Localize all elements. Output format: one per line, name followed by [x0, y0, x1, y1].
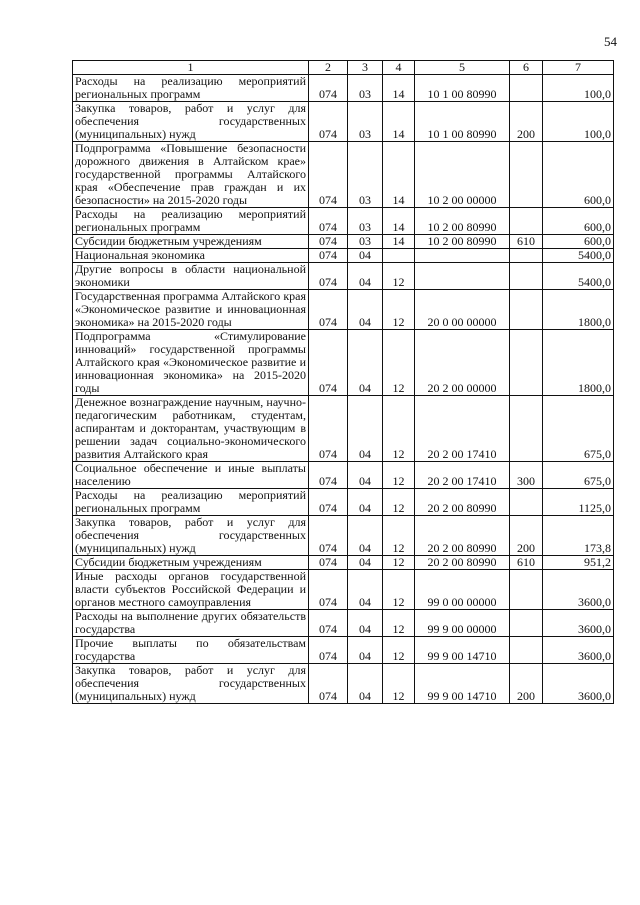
row-description: Расходы на выполнение других обязательств государства — [73, 610, 309, 637]
row-section-code: 04 — [348, 664, 383, 704]
row-amount: 600,0 — [543, 142, 614, 208]
row-subsection-code — [383, 249, 415, 263]
row-subsection-code: 12 — [383, 556, 415, 570]
row-description: Прочие выплаты по обязательствам государства — [73, 637, 309, 664]
row-subsection-code: 12 — [383, 396, 415, 462]
row-expense-type — [510, 263, 543, 290]
row-section-code: 04 — [348, 330, 383, 396]
row-amount: 675,0 — [543, 462, 614, 489]
row-amount: 3600,0 — [543, 570, 614, 610]
row-amount: 173,8 — [543, 516, 614, 556]
row-target-article: 20 2 00 80990 — [415, 516, 510, 556]
row-subsection-code: 14 — [383, 75, 415, 102]
row-section-code: 04 — [348, 462, 383, 489]
row-section-code: 03 — [348, 208, 383, 235]
row-description: Расходы на реализацию мероприятий региональных программ — [73, 208, 309, 235]
row-target-article: 99 0 00 00000 — [415, 570, 510, 610]
table-row — [73, 102, 614, 142]
row-subsection-code: 12 — [383, 290, 415, 330]
row-expense-type — [510, 610, 543, 637]
table-row — [73, 249, 614, 263]
row-subsection-code: 12 — [383, 664, 415, 704]
row-section-code: 03 — [348, 235, 383, 249]
row-ministry-code: 074 — [309, 516, 348, 556]
row-expense-type — [510, 489, 543, 516]
column-header: 6 — [510, 61, 543, 75]
row-ministry-code: 074 — [309, 142, 348, 208]
row-expense-type — [510, 75, 543, 102]
row-target-article: 20 2 00 00000 — [415, 330, 510, 396]
row-target-article: 10 2 00 80990 — [415, 208, 510, 235]
row-section-code: 04 — [348, 263, 383, 290]
row-description: Расходы на реализацию мероприятий региональных программ — [73, 75, 309, 102]
row-description: Денежное вознаграждение научным, научно-педагогическим работникам, студентам, аспирантам и докторантам, участвующим в решении задач социально-экономического развития Алтайского края — [73, 396, 309, 462]
row-subsection-code: 12 — [383, 462, 415, 489]
row-target-article: 99 9 00 14710 — [415, 664, 510, 704]
row-expense-type: 610 — [510, 556, 543, 570]
table-row — [73, 75, 614, 102]
row-amount: 5400,0 — [543, 249, 614, 263]
column-header: 5 — [415, 61, 510, 75]
row-expense-type — [510, 570, 543, 610]
row-section-code: 03 — [348, 142, 383, 208]
row-description: Подпрограмма «Повышение безопасности дорожного движения в Алтайском крае» государственной программы Алтайского края «Обеспечение прав граждан и их безопасности» на 2015-2020 годы — [73, 142, 309, 208]
row-target-article: 10 2 00 00000 — [415, 142, 510, 208]
row-description: Национальная экономика — [73, 249, 309, 263]
row-expense-type — [510, 637, 543, 664]
table-row — [73, 142, 614, 208]
row-section-code: 04 — [348, 396, 383, 462]
table-row — [73, 290, 614, 330]
row-description: Закупка товаров, работ и услуг для обеспечения государственных (муниципальных) нужд — [73, 664, 309, 704]
row-amount: 675,0 — [543, 396, 614, 462]
row-expense-type: 200 — [510, 664, 543, 704]
row-description: Закупка товаров, работ и услуг для обеспечения государственных (муниципальных) нужд — [73, 516, 309, 556]
row-amount: 100,0 — [543, 75, 614, 102]
row-amount: 951,2 — [543, 556, 614, 570]
page-number: 54 — [604, 34, 617, 49]
column-header: 4 — [383, 61, 415, 75]
row-expense-type: 300 — [510, 462, 543, 489]
row-amount: 1800,0 — [543, 290, 614, 330]
row-expense-type — [510, 142, 543, 208]
table-row — [73, 263, 614, 290]
row-description: Закупка товаров, работ и услуг для обеспечения государственных (муниципальных) нужд — [73, 102, 309, 142]
table-row — [73, 235, 614, 249]
table-header-row — [73, 61, 614, 75]
row-description: Государственная программа Алтайского края «Экономическое развитие и инновационная экономика» на 2015-2020 годы — [73, 290, 309, 330]
row-ministry-code: 074 — [309, 556, 348, 570]
table-row — [73, 664, 614, 704]
row-subsection-code: 12 — [383, 516, 415, 556]
row-expense-type — [510, 208, 543, 235]
row-target-article: 10 1 00 80990 — [415, 102, 510, 142]
row-amount: 600,0 — [543, 208, 614, 235]
row-subsection-code: 12 — [383, 610, 415, 637]
row-ministry-code: 074 — [309, 489, 348, 516]
row-ministry-code: 074 — [309, 75, 348, 102]
row-subsection-code: 12 — [383, 330, 415, 396]
table-row — [73, 570, 614, 610]
row-section-code: 04 — [348, 290, 383, 330]
row-amount: 3600,0 — [543, 637, 614, 664]
table-row — [73, 489, 614, 516]
row-subsection-code: 14 — [383, 208, 415, 235]
table-row — [73, 396, 614, 462]
row-amount: 3600,0 — [543, 664, 614, 704]
row-subsection-code: 14 — [383, 142, 415, 208]
column-header: 7 — [543, 61, 614, 75]
row-target-article: 99 9 00 14710 — [415, 637, 510, 664]
row-section-code: 03 — [348, 102, 383, 142]
row-section-code: 04 — [348, 637, 383, 664]
row-subsection-code: 12 — [383, 570, 415, 610]
row-target-article — [415, 249, 510, 263]
row-description: Социальное обеспечение и иные выплаты населению — [73, 462, 309, 489]
row-ministry-code: 074 — [309, 330, 348, 396]
row-expense-type: 200 — [510, 516, 543, 556]
row-description: Другие вопросы в области национальной экономики — [73, 263, 309, 290]
row-description: Субсидии бюджетным учреждениям — [73, 556, 309, 570]
row-expense-type — [510, 330, 543, 396]
row-expense-type: 200 — [510, 102, 543, 142]
row-expense-type — [510, 396, 543, 462]
column-header: 2 — [309, 61, 348, 75]
row-ministry-code: 074 — [309, 208, 348, 235]
row-ministry-code: 074 — [309, 610, 348, 637]
row-ministry-code: 074 — [309, 290, 348, 330]
row-expense-type: 610 — [510, 235, 543, 249]
row-subsection-code: 14 — [383, 235, 415, 249]
row-section-code: 04 — [348, 570, 383, 610]
row-section-code: 04 — [348, 516, 383, 556]
row-description: Субсидии бюджетным учреждениям — [73, 235, 309, 249]
row-target-article: 20 2 00 17410 — [415, 462, 510, 489]
row-target-article: 20 0 00 00000 — [415, 290, 510, 330]
row-amount: 1800,0 — [543, 330, 614, 396]
row-ministry-code: 074 — [309, 462, 348, 489]
table-row — [73, 637, 614, 664]
row-description: Расходы на реализацию мероприятий региональных программ — [73, 489, 309, 516]
row-amount: 5400,0 — [543, 263, 614, 290]
row-expense-type — [510, 249, 543, 263]
row-target-article: 10 2 00 80990 — [415, 235, 510, 249]
column-header: 3 — [348, 61, 383, 75]
row-section-code: 04 — [348, 610, 383, 637]
row-target-article: 20 2 00 80990 — [415, 489, 510, 516]
table-row — [73, 556, 614, 570]
row-description: Подпрограмма «Стимулирование инноваций» государственной программы Алтайского края «Экономическое развитие и инновационная экономика» на 2015-2020 годы — [73, 330, 309, 396]
row-target-article: 20 2 00 17410 — [415, 396, 510, 462]
row-subsection-code: 12 — [383, 489, 415, 516]
table-row — [73, 208, 614, 235]
table-row — [73, 330, 614, 396]
row-target-article — [415, 263, 510, 290]
table-row — [73, 516, 614, 556]
row-amount: 3600,0 — [543, 610, 614, 637]
row-ministry-code: 074 — [309, 235, 348, 249]
row-section-code: 04 — [348, 249, 383, 263]
row-expense-type — [510, 290, 543, 330]
row-amount: 600,0 — [543, 235, 614, 249]
row-ministry-code: 074 — [309, 396, 348, 462]
row-subsection-code: 14 — [383, 102, 415, 142]
budget-table — [72, 60, 614, 704]
row-subsection-code: 12 — [383, 263, 415, 290]
table-row — [73, 462, 614, 489]
row-ministry-code: 074 — [309, 637, 348, 664]
row-section-code: 04 — [348, 556, 383, 570]
row-target-article: 20 2 00 80990 — [415, 556, 510, 570]
row-amount: 1125,0 — [543, 489, 614, 516]
row-ministry-code: 074 — [309, 263, 348, 290]
row-section-code: 03 — [348, 75, 383, 102]
row-ministry-code: 074 — [309, 102, 348, 142]
row-amount: 100,0 — [543, 102, 614, 142]
column-header: 1 — [73, 61, 309, 75]
row-section-code: 04 — [348, 489, 383, 516]
row-target-article: 99 9 00 00000 — [415, 610, 510, 637]
row-target-article: 10 1 00 80990 — [415, 75, 510, 102]
row-ministry-code: 074 — [309, 249, 348, 263]
row-ministry-code: 074 — [309, 664, 348, 704]
row-description: Иные расходы органов государственной власти субъектов Российской Федерации и органов местного самоуправления — [73, 570, 309, 610]
row-subsection-code: 12 — [383, 637, 415, 664]
row-ministry-code: 074 — [309, 570, 348, 610]
table-row — [73, 610, 614, 637]
